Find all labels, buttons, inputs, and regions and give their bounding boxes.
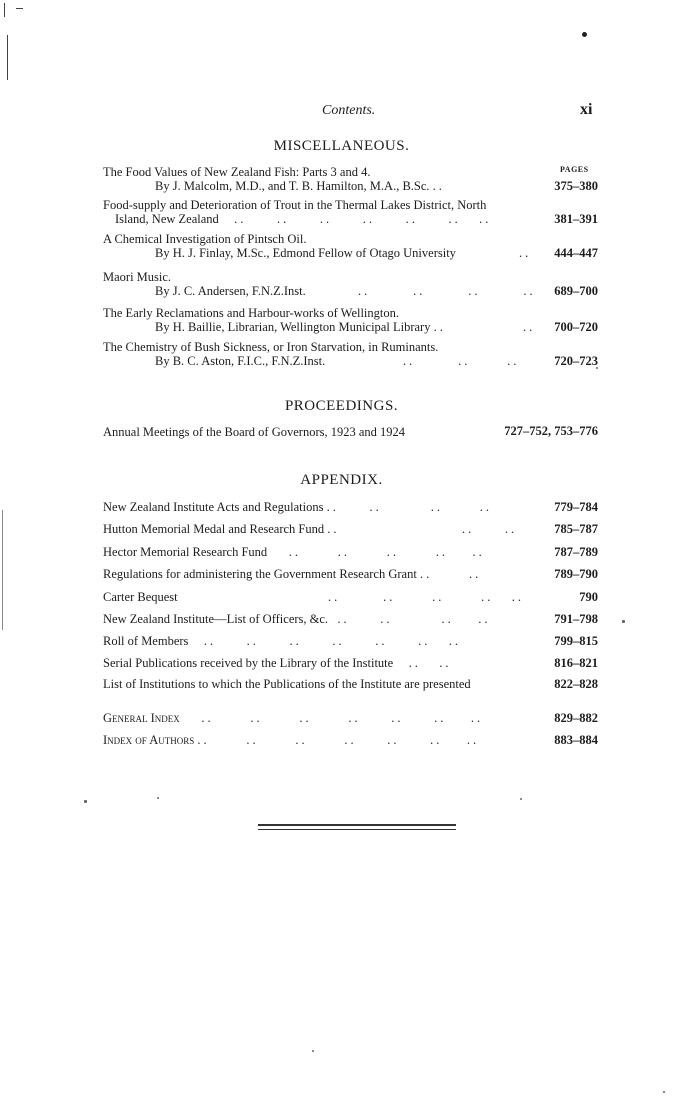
entry-title: Regulations for administering the Government Research Grant .. .. [103, 567, 482, 581]
page-number: xi [580, 101, 593, 118]
entry-title: Roll of Members .. .. .. .. .. .. .. [103, 634, 462, 648]
speck [663, 1091, 665, 1093]
contents-entry [103, 634, 598, 650]
section-heading-miscellaneous: MISCELLANEOUS. [273, 138, 410, 154]
entry-pages: 727–752, 753–776 [504, 424, 598, 438]
entry-author: By H. J. Finlay, M.Sc., Edmond Fellow of Otago University [155, 246, 456, 260]
section-heading-appendix: APPENDIX. [300, 472, 383, 488]
speck [84, 800, 87, 803]
entry-pages: 689–700 [554, 284, 598, 298]
leader-dots: .. .. .. .. .. [328, 590, 524, 604]
contents-entry [103, 232, 598, 264]
contents-entry [103, 340, 598, 372]
entry-title: New Zealand Institute Acts and Regulations .. .. .. .. [103, 500, 492, 514]
contents-entry [103, 612, 598, 628]
entry-title: Index of Authors .. .. .. .. .. .. .. [103, 733, 480, 747]
entry-pages: 785–787 [554, 522, 598, 536]
contents-entry [103, 198, 598, 230]
entry-pages: 779–784 [554, 500, 598, 514]
section-heading-proceedings: PROCEEDINGS. [284, 398, 399, 414]
leader-dots: .. [523, 320, 536, 334]
running-header-title: Contents. [322, 103, 376, 118]
entry-title: Food-supply and Deterioration of Trout in the Thermal Lakes District, North [103, 198, 487, 212]
scan-mark-left [7, 35, 8, 80]
contents-entry [103, 522, 598, 538]
contents-entry [103, 590, 598, 606]
contents-entry [103, 677, 598, 693]
contents-entry [103, 545, 598, 561]
contents-entry [103, 656, 598, 672]
contents-entry [103, 306, 598, 338]
entry-author: By J. C. Andersen, F.N.Z.Inst. [155, 284, 306, 298]
entry-pages: 787–789 [554, 545, 598, 559]
leader-dots: .. .. .. [403, 354, 520, 368]
contents-entry [103, 567, 598, 583]
scan-mark-left-lower [2, 510, 3, 630]
entry-title: Annual Meetings of the Board of Governors, 1923 and 1924 [103, 425, 406, 439]
scan-mark-top-dash [16, 8, 23, 9]
leader-dots: .. [519, 246, 532, 260]
entry-pages: 444–447 [554, 246, 598, 260]
entry-author: By J. Malcolm, M.D., and T. B. Hamilton, M.A., B.Sc. .. [155, 179, 445, 193]
speck [582, 32, 587, 37]
speck [312, 1050, 314, 1052]
entry-title: Hutton Memorial Medal and Research Fund .. .. .. [103, 522, 518, 536]
entry-pages: 791–798 [554, 612, 598, 626]
leader-dots: .. .. .. .. [358, 284, 536, 298]
entry-author: Island, New Zealand .. .. .. .. .. .. .. [115, 212, 492, 226]
entry-title: Maori Music. [103, 270, 172, 284]
entry-title: The Early Reclamations and Harbour-works of Wellington. [103, 306, 400, 320]
entry-pages: 381–391 [554, 212, 598, 226]
closing-rule-top [258, 824, 456, 826]
entry-pages: 799–815 [554, 634, 598, 648]
entry-pages: 883–884 [554, 733, 598, 747]
entry-title: List of Institutions to which the Publications of the Institute are presented [103, 677, 471, 691]
entry-pages: 789–790 [554, 567, 598, 581]
speck [157, 797, 159, 799]
entry-title: General Index .. .. .. .. .. .. .. [103, 711, 484, 725]
entry-title: New Zealand Institute—List of Officers, &c. .. .. .. .. [103, 612, 491, 626]
entry-pages: 829–882 [554, 711, 598, 725]
entry-pages: 720–723 [554, 354, 598, 368]
entry-pages: 375–380 [554, 179, 598, 193]
contents-entry [103, 165, 598, 197]
entry-pages: 790 [579, 590, 598, 604]
entry-author: By H. Baillie, Librarian, Wellington Municipal Library .. [155, 320, 446, 334]
contents-entry [103, 500, 598, 516]
entry-title: Carter Bequest [103, 590, 178, 604]
entry-author: By B. C. Aston, F.I.C., F.N.Z.Inst. [155, 354, 326, 368]
speck [622, 620, 625, 623]
contents-entry [103, 711, 598, 727]
contents-entry [103, 270, 598, 302]
entry-title: The Chemistry of Bush Sickness, or Iron Starvation, in Ruminants. [103, 340, 439, 354]
entry-title: The Food Values of New Zealand Fish: Parts 3 and 4. [103, 165, 371, 179]
speck [520, 798, 522, 800]
scan-mark-top [4, 3, 5, 17]
entry-title: Serial Publications received by the Library of the Institute .. .. [103, 656, 452, 670]
contents-entry [103, 733, 598, 749]
pages-column-label: PAGES [560, 165, 589, 174]
entry-title: Hector Memorial Research Fund .. .. .. .. .. [103, 545, 485, 559]
entry-title: A Chemical Investigation of Pintsch Oil. [103, 232, 307, 246]
entry-pages: 822–828 [554, 677, 598, 691]
contents-entry [103, 425, 598, 441]
closing-rule-bottom [258, 829, 456, 830]
entry-pages: 700–720 [554, 320, 598, 334]
entry-pages: 816–821 [554, 656, 598, 670]
